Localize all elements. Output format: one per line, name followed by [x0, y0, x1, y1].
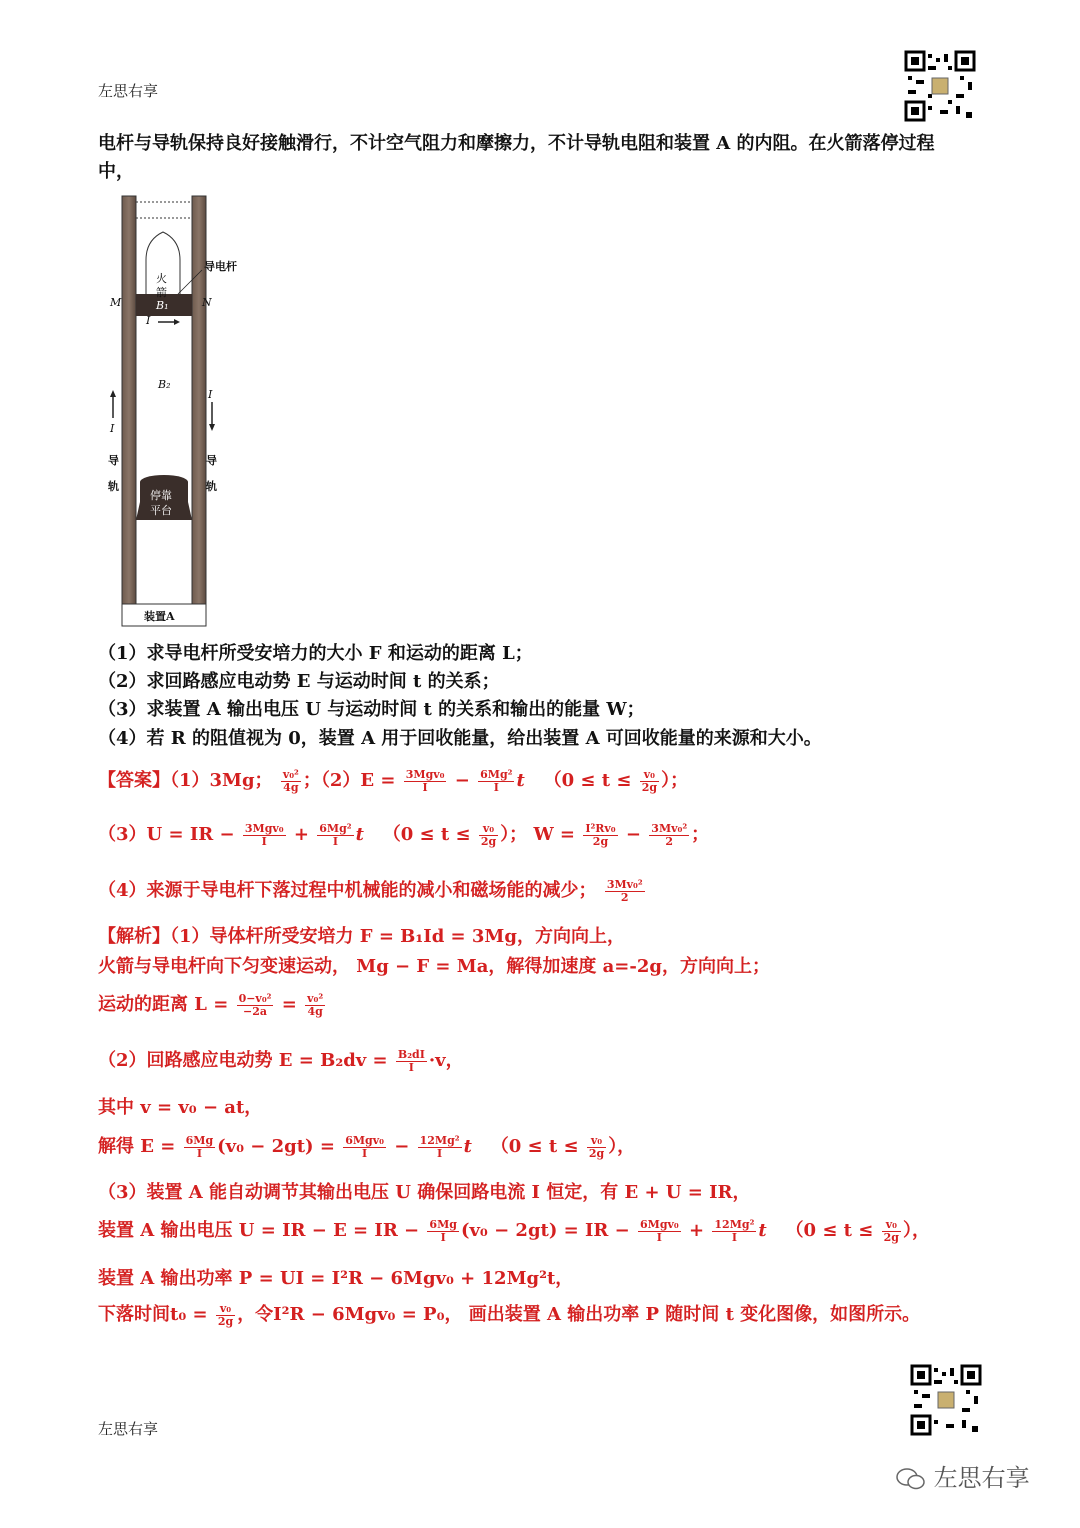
platform-label-1: 停靠: [150, 489, 172, 502]
rail-label-right-2: 轨: [206, 480, 217, 493]
analysis-line-5: 其中 v = v₀ − at，: [98, 1097, 263, 1118]
watermark: 左思右享: [896, 1458, 1030, 1493]
analysis-line-2: 火箭与导电杆向下匀变速运动， Mg − F = Ma，解得加速度 a=-2g，方向向上；: [98, 956, 770, 977]
label-N: N: [202, 296, 212, 309]
rocket-rail-figure: [108, 190, 248, 630]
footer-brand: 左思右享: [98, 1420, 159, 1438]
analysis-line-10: 下落时间t₀ = $\frac{\text{v₀}}{2g}$ ，令I²R − 6Mgv₀ = P₀， 画出装置 A 输出功率 P 随时间 t 变化图像，如图所示。: [98, 1301, 921, 1328]
analysis-line-3: 运动的距离 L = $\frac{\text{0−v₀²}}{-2a}$ = $\frac{\text{v₀²}}{4g}$: [98, 991, 324, 1018]
left-rail: [122, 196, 136, 604]
intro-line-1: 电杆与导轨保持良好接触滑行，不计空气阻力和摩擦力，不计导轨电阻和装置 A 的内阻。在火箭落停过程: [98, 133, 935, 154]
question-1: （1）求导电杆所受安培力的大小 F 和运动的距离 L；: [98, 643, 533, 664]
qr-code-bottom: [910, 1364, 982, 1436]
analysis-line-6: 解得 E = $\frac{6Mg}{I}$ (v₀ − 2gt) = $\frac{\text{6Mgv₀}}{I}$ − $\frac{\text{12Mg²}}{I}$ t （0 ≤ t ≤ $\frac{\text{v₀}}{2g}$ ），: [98, 1133, 636, 1160]
analysis-line-9: 装置 A 输出功率 P = UI = I²R − 6Mgv₀ + 12Mg²t，: [98, 1268, 574, 1289]
rocket-label-1: 火: [156, 272, 167, 285]
header-brand: 左思右享: [98, 82, 159, 100]
label-I-left: I: [110, 422, 115, 435]
label-B2: B₂: [158, 378, 171, 391]
answer-line-2: （3）U = IR − $\frac{\text{3Mgv₀}}{I}$ + $\frac{\text{6Mg²}}{I}$ t （0 ≤ t ≤ $\frac{\text{v₀}}{2g}$ ）； W = $\frac{\text{I²Rv₀}}{2g}$ − $\frac{\text{3Mv₀²}}{2}$ ；: [98, 821, 710, 848]
platform-label-2: 平台: [150, 504, 172, 517]
rocket-label-2: 箭: [156, 286, 167, 299]
qr-code-top: [904, 50, 976, 122]
label-B1: B₁: [156, 299, 169, 312]
analysis-line-1: 【解析】（1）导体杆所受安培力 F = B₁Id = 3Mg，方向向上，: [98, 926, 625, 947]
question-4: （4）若 R 的阻值视为 0，装置 A 用于回收能量，给出装置 A 可回收能量的来源和大小。: [98, 728, 822, 749]
rail-label-right-1: 导: [206, 454, 217, 467]
rail-label-left-1: 导: [108, 454, 119, 467]
answer-line-1: 【答案】（1）3Mg； $\frac{\text{v₀²}}{4g}$ ；（2）E = $\frac{\text{3Mgv₀}}{I}$ − $\frac{\text{6Mg²}}{I}$ t （0 ≤ t ≤ $\frac{\text{v₀}}{2g}$ ）；: [98, 767, 689, 794]
question-3: （3）求装置 A 输出电压 U 与运动时间 t 的关系和输出的能量 W；: [98, 699, 645, 720]
label-I-right: I: [208, 388, 213, 401]
intro-line-2: 中，: [98, 161, 134, 182]
answer-line-3: （4）来源于导电杆下落过程中机械能的减小和磁场能的减少； $\frac{\text{3Mv₀²}}{2}$: [98, 877, 643, 904]
analysis-line-4: （2）回路感应电动势 E = B₂dv = $\frac{\text{B₂dI}}{I}$ ·v，: [98, 1047, 464, 1074]
analysis-line-7: （3）装置 A 能自动调节其输出电压 U 确保回路电流 I 恒定，有 E + U = IR，: [98, 1182, 751, 1203]
label-I-rod: I: [146, 314, 151, 327]
rail-label-left-2: 轨: [108, 480, 119, 493]
wechat-icon: [896, 1467, 926, 1491]
label-M: M: [110, 296, 122, 309]
rod-label: 导电杆: [204, 260, 237, 273]
device-A-label: 装置A: [144, 610, 175, 623]
question-2: （2）求回路感应电动势 E 与运动时间 t 的关系；: [98, 671, 500, 692]
analysis-line-8: 装置 A 输出电压 U = IR − E = IR − $\frac{6Mg}{I}$ (v₀ − 2gt) = IR − $\frac{\text{6Mgv₀}}{I}$ + $\frac{\text{12Mg²}}{I}$ t （0 ≤ t ≤ $\frac{\text{v₀}}{2g}$ ），: [98, 1217, 930, 1244]
